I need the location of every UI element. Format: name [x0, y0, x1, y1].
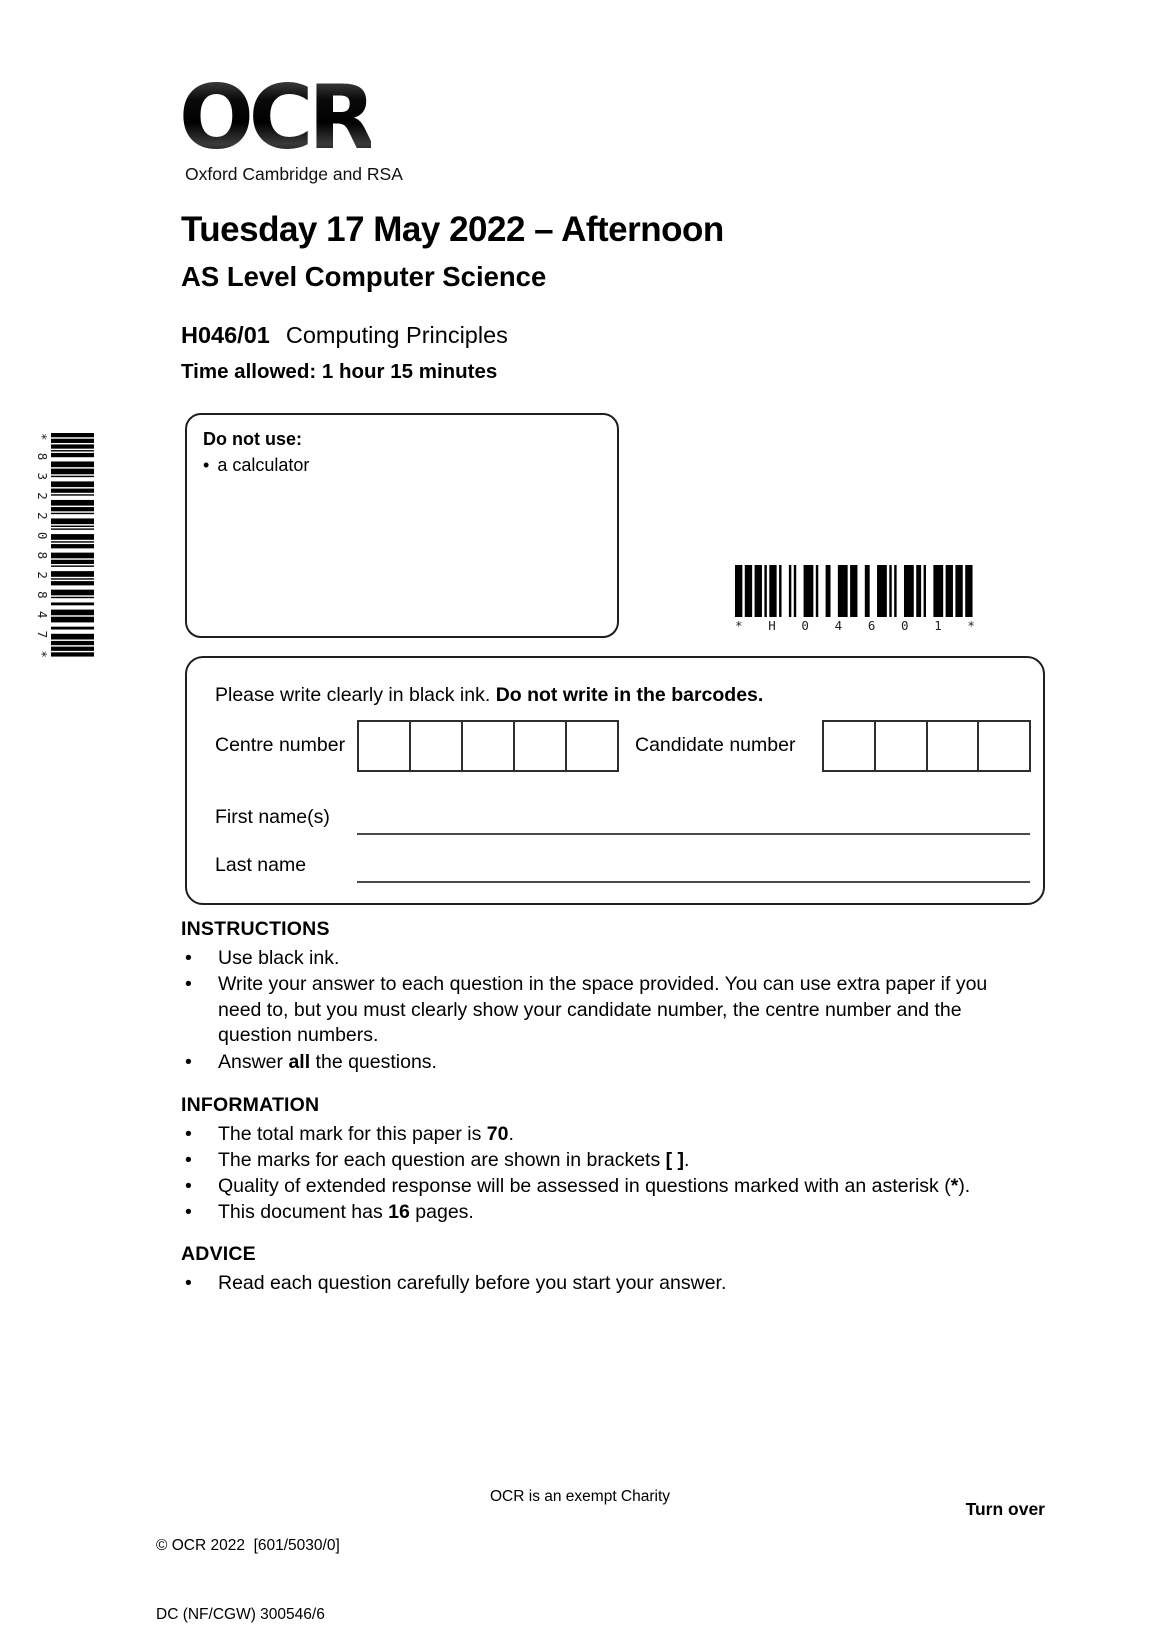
- item-text-bold: *: [950, 1175, 959, 1197]
- instructions-heading: INSTRUCTIONS: [181, 918, 330, 940]
- instruction-item: [185, 946, 1025, 972]
- item-text: pages.: [409, 1201, 474, 1223]
- item-text: the questions.: [310, 1051, 437, 1073]
- first-name-input-line[interactable]: [357, 833, 1030, 835]
- item-text: Answer: [218, 1051, 289, 1073]
- centre-number-cell[interactable]: [565, 722, 617, 770]
- last-name-input-line[interactable]: [357, 881, 1030, 883]
- candidate-number-cell[interactable]: [977, 722, 1029, 770]
- candidate-number-cell[interactable]: [874, 722, 926, 770]
- paper-title: Computing Principles: [285, 322, 508, 348]
- turn-over-label: Turn over: [965, 1499, 1045, 1519]
- item-text-bold: all: [288, 1051, 311, 1073]
- instruction-item: [185, 1050, 1025, 1076]
- footer-charity: OCR is an exempt Charity: [490, 1488, 671, 1505]
- item-text: .: [684, 1149, 690, 1171]
- item-text: The marks for each question are shown in brackets: [218, 1149, 666, 1171]
- do-not-use-box: [185, 413, 619, 638]
- first-name-label: First name(s): [215, 806, 330, 828]
- information-heading: INFORMATION: [181, 1094, 320, 1116]
- candidate-number-cell[interactable]: [926, 722, 978, 770]
- qualification-title: AS Level Computer Science: [181, 261, 547, 292]
- item-text-bold: 16: [388, 1201, 410, 1223]
- do-not-use-item-text: a calculator: [217, 455, 310, 475]
- paper-barcode-text: * H 0 4 6 0 1 *: [735, 618, 975, 633]
- centre-number-cell[interactable]: [359, 722, 409, 770]
- item-text-bold: 70: [486, 1123, 509, 1145]
- ocr-logo: OCR: [179, 66, 372, 169]
- advice-item: [185, 1271, 1025, 1297]
- item-text-bold: [ ]: [665, 1149, 685, 1171]
- information-item: [185, 1200, 1025, 1226]
- candidate-number-cells[interactable]: [822, 720, 1031, 772]
- item-text: Use black ink.: [218, 947, 340, 969]
- information-item: [185, 1148, 1025, 1174]
- centre-number-label: Centre number: [215, 734, 346, 756]
- candidate-details-box: [185, 656, 1045, 905]
- candidate-number-cell[interactable]: [824, 722, 874, 770]
- centre-number-cell[interactable]: [513, 722, 565, 770]
- footer-reference: DC (NF/CGW) 300546/6: [156, 1606, 325, 1623]
- intro-bold: Do not write in the barcodes.: [495, 684, 764, 706]
- paper-line: [181, 322, 508, 349]
- paper-barcode: [735, 565, 975, 617]
- candidate-number-label: Candidate number: [635, 734, 796, 756]
- bullet-icon: •: [185, 1051, 192, 1073]
- instruction-item: [185, 972, 1025, 1049]
- advice-heading: ADVICE: [181, 1243, 256, 1265]
- intro-plain: Please write clearly in black ink.: [215, 684, 496, 706]
- last-name-label: Last name: [215, 854, 307, 876]
- candidate-barcode: [51, 433, 94, 658]
- ocr-logo-subtitle: Oxford Cambridge and RSA: [185, 164, 403, 184]
- item-text: The total mark for this paper is: [218, 1123, 487, 1145]
- bullet-icon: •: [185, 1123, 192, 1145]
- centre-number-cell[interactable]: [409, 722, 461, 770]
- bullet-icon: •: [185, 1201, 192, 1223]
- centre-number-cell[interactable]: [461, 722, 513, 770]
- item-text: Read each question carefully before you start your answer.: [218, 1272, 727, 1294]
- exam-date-title: Tuesday 17 May 2022 – Afternoon: [181, 210, 724, 249]
- item-text: Quality of extended response will be assessed in questions marked with an asterisk (: [218, 1175, 951, 1197]
- bullet-icon: •: [185, 973, 192, 995]
- item-text: Write your answer to each question in the space provided. You can use extra paper if you need to, but you must clearly show your candidate number, the centre number and the question numbers.: [218, 973, 988, 1046]
- footer-copyright-block: [156, 1488, 340, 1637]
- bullet-icon: •: [185, 1175, 192, 1197]
- bullet-icon: •: [185, 1272, 192, 1294]
- do-not-use-heading: Do not use:: [203, 429, 302, 449]
- centre-number-cells[interactable]: [357, 720, 619, 772]
- bullet-icon: •: [185, 1149, 192, 1171]
- item-text: .: [508, 1123, 514, 1145]
- paper-code: H046/01: [181, 322, 270, 348]
- time-allowed: Time allowed: 1 hour 15 minutes: [181, 360, 498, 383]
- bullet-icon: •: [185, 947, 192, 969]
- information-item: [185, 1122, 1025, 1148]
- information-item: [185, 1174, 1025, 1200]
- candidate-barcode-text: * 8 3 2 2 0 8 2 8 4 7 *: [35, 433, 50, 658]
- item-text: ).: [958, 1175, 971, 1197]
- item-text: This document has: [218, 1201, 389, 1223]
- candidate-box-intro: [215, 684, 763, 707]
- do-not-use-item: [203, 455, 601, 476]
- footer-copyright: © OCR 2022 [601/5030/0]: [156, 1537, 340, 1554]
- bullet-icon: •: [203, 455, 210, 475]
